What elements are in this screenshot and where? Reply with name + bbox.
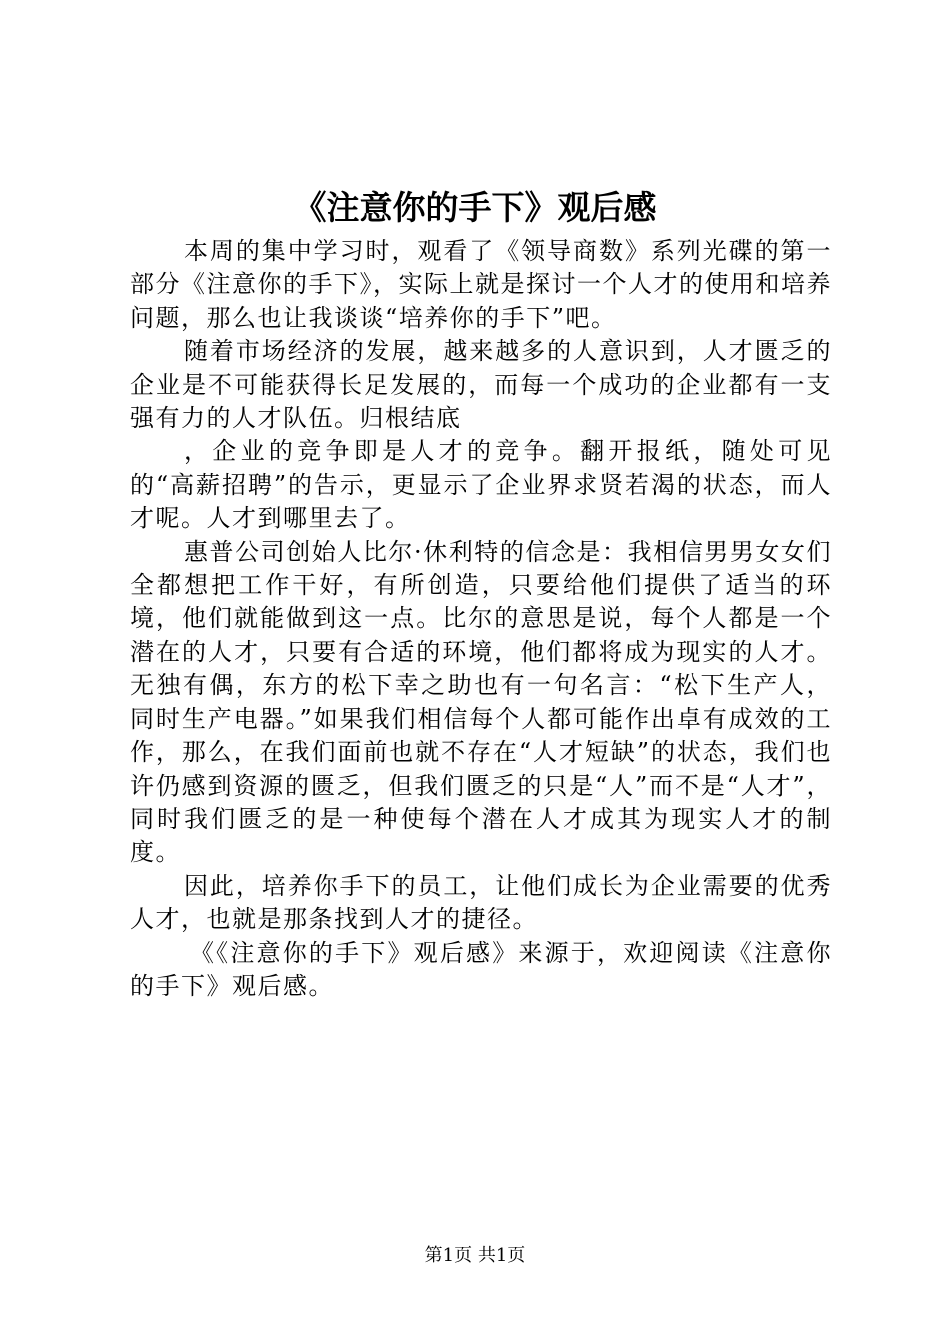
document-body [130,235,832,1003]
paragraph-4: 惠普公司创始人比尔·休利特的信念是：我相信男男女女们全都想把工作干好，有所创造，只要给他们提供了适当的环境，他们就能做到这一点。比尔的意思是说，每个人都是一个潜在的人才，只要有合适的环境，他们都将成为现实的人才。无独有偶，东方的松下幸之助也有一句名言：“松下生产人，同时生产电器。”如果我们相信每个人都可能作出卓有成效的工作，那么，在我们面前也就不存在“人才短缺”的状态，我们也许仍感到资源的匮乏，但我们匮乏的只是“人”而不是“人才”，同时我们匮乏的是一种使每个潜在人才成其为现实人才的制度。 [130,537,832,867]
paragraph-3: ，企业的竞争即是人才的竞争。翻开报纸，随处可见的“高薪招聘”的告示，更显示了企业界求贤若渴的状态，而人才呢。人才到哪里去了。 [130,437,832,533]
document-title: 《注意你的手下》观后感 [293,188,657,227]
paragraph-6: 《《注意你的手下》观后感》来源于，欢迎阅读《注意你的手下》观后感。 [130,938,832,1000]
paragraph-2: 随着市场经济的发展，越来越多的人意识到，人才匮乏的企业是不可能获得长足发展的，而每一个成功的企业都有一支强有力的人才队伍。归根结底 [130,337,832,433]
page-footer: 第1页 共1页 [424,1245,526,1266]
paragraph-1: 本周的集中学习时，观看了《领导商数》系列光碟的第一部分《注意你的手下》，实际上就是探讨一个人才的使用和培养问题，那么也让我谈谈“培养你的手下”吧。 [130,237,832,332]
paragraph-5: 因此，培养你手下的员工，让他们成长为企业需要的优秀人才，也就是那条找到人才的捷径。 [130,871,832,934]
